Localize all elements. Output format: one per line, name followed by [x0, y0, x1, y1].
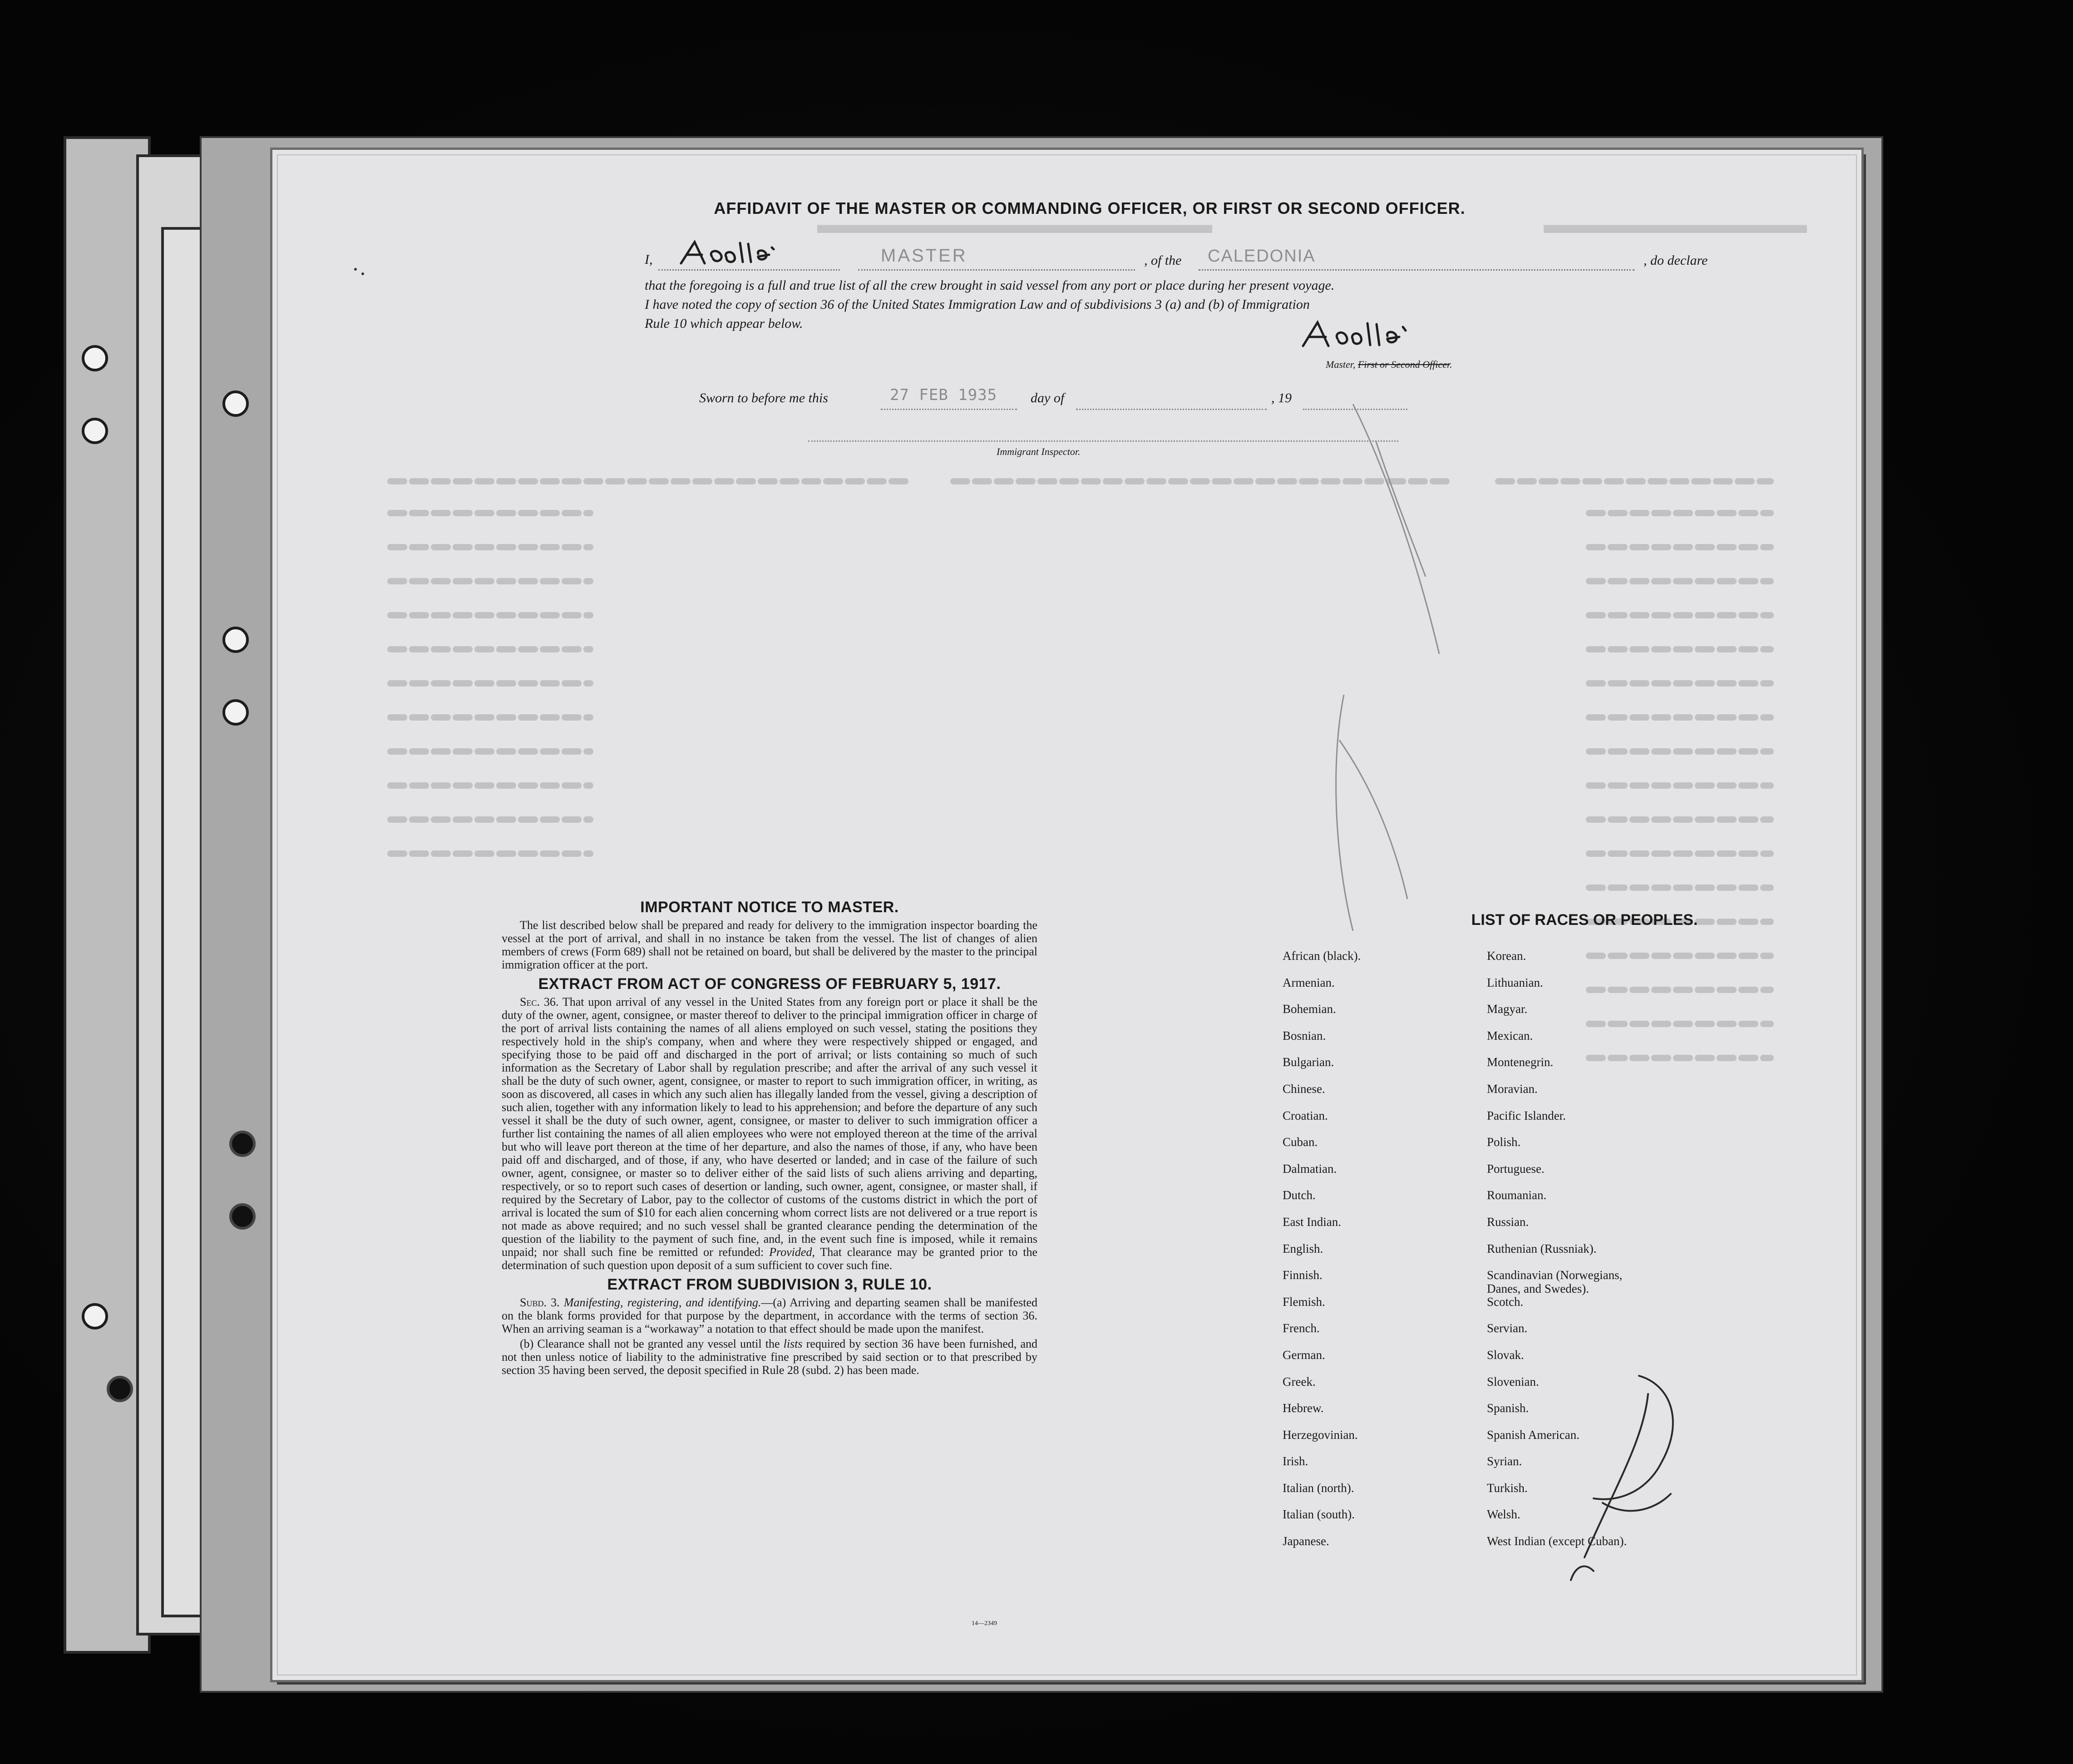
section-label: Sec. 36. [520, 995, 559, 1008]
binder-hole [222, 699, 249, 726]
race-item: Lithuanian. [1487, 975, 1543, 989]
race-item: Roumanian. [1487, 1188, 1547, 1202]
binder-hole [222, 390, 249, 417]
date-underline [881, 409, 1017, 410]
notice-title: IMPORTANT NOTICE TO MASTER. [640, 899, 899, 916]
race-item: Bohemian. [1283, 1002, 1336, 1016]
affidavit-page [272, 150, 1861, 1680]
affidavit-title: AFFIDAVIT OF THE MASTER OR COMMANDING OFFICER, OR FIRST OR SECOND OFFICER. [714, 199, 1466, 217]
inspector-caption: Immigrant Inspector. [997, 446, 1081, 457]
declaration-text-line: that the foregoing is a full and true list of all the crew brought in said vessel from any port or place during her present voyage. [645, 278, 1335, 293]
master-signature [1298, 318, 1435, 356]
race-item: Portuguese. [1487, 1161, 1545, 1176]
race-item: Spanish American. [1487, 1428, 1579, 1442]
race-item: Turkish. [1487, 1481, 1528, 1495]
race-item: Montenegrin. [1487, 1055, 1554, 1069]
race-item: Hebrew. [1283, 1401, 1324, 1415]
binder-hole [229, 1131, 256, 1157]
race-item: German. [1283, 1348, 1325, 1362]
binder-hole [82, 345, 108, 371]
race-item: Chinese. [1283, 1082, 1325, 1096]
race-item: Polish. [1487, 1135, 1521, 1149]
act-provided: Provided, [769, 1245, 815, 1259]
race-item: West Indian (except Cuban). [1487, 1534, 1627, 1548]
binder-hole [107, 1376, 133, 1402]
subdivision-a-paragraph [502, 1296, 1037, 1335]
sworn-line [699, 386, 1562, 413]
ink-mark [361, 272, 364, 275]
subdivision-a-text: —(a) Arriving and departing seamen shall be manifested on the blank forms provided for that purpose by the department, in accordance with the terms of section 36. When an arriving seaman is a “workaway” a notation to that effect should be made upon the manifest. [502, 1296, 1037, 1335]
act-text: That upon arrival of any vessel in the United States from any foreign port or place it shall be the duty of the owner, agent, consignee, or master thereof to deliver to the principal immigration officer in charge of the port of arrival lists containing the names of all aliens employed on such vessel, stating the positions they respectively hold in the ship's company, when and where they were respectively shipped or engaged, and specifying those to be paid off and discharged in the port of arrival; or lists containing so much of such information as the Secretary of Labor shall by regulation prescribe; and after the arrival of any such vessel it shall be the duty of such owner, agent, consignee, or master to report to such immigration officer, in writing, as soon as discovered, all cases in which any such alien has illegally landed from the vessel, giving a description of such alien, together with any information likely to lead to his apprehension; and before the departure of any such vessel it shall be the duty of such owner, agent, consignee, or master to deliver to such immigration officer a further list containing the names of all alien employees who were not employed thereon at the time of the arrival but who will leave port thereon at the time of her departure, and also the names of those, if any, who have been paid off and discharged, and of those, if any, who have deserted or landed; and in case of the failure of such owner, agent, consignee, or master so to deliver either of the said lists of such aliens arriving and departing, respectively, or so to report such cases of desertion or landing, such owner, agent, consignee, or master shall, if required by the Secretary of Labor, pay to the collector of customs of the customs district in which the port of arrival is located the sum of $10 for each alien concerning whom correct lists are not delivered or a true report is not made as above required; and no such vessel shall be granted clearance pending the determination of the question of the liability to the payment of such fine, and, in the event such fine is imposed, while it remains unpaid; nor shall such fine be remitted or refunded: [502, 995, 1038, 1259]
race-item: Dutch. [1283, 1188, 1316, 1202]
race-item: French. [1283, 1321, 1320, 1335]
notice-column [502, 899, 1037, 1379]
subdivision-b-text-1: (b) Clearance shall not be granted any vessel until the [520, 1337, 780, 1350]
race-item: Irish. [1283, 1454, 1308, 1468]
race-item: Scotch. [1487, 1295, 1524, 1309]
subdivision-heading: Manifesting, registering, and identifying. [563, 1296, 761, 1309]
race-item: Syrian. [1487, 1454, 1522, 1468]
race-item: Slovenian. [1487, 1374, 1539, 1388]
race-item: Pacific Islander. [1487, 1108, 1566, 1122]
sworn-label: Sworn to before me this [699, 390, 828, 405]
notice-paragraph: The list described below shall be prepared and ready for delivery to the immigration inspector boarding the vessel at the port of arrival, and shall in no instance be taken from the vessel. The list of changes of alien members of crews (Form 689) shall not be retained on board, but shall be delivered by the master to the principal immigration officer at the port. [502, 919, 1037, 971]
form-number: 14—2349 [972, 1620, 997, 1627]
handwritten-signature [1298, 318, 1435, 354]
race-item: Scandinavian (Norwegians, Danes, and Swedes). [1487, 1268, 1623, 1296]
binder-hole [82, 418, 108, 444]
of-the-label: , of the [1144, 253, 1182, 268]
subdivision-b-text-2: required by section 36 have been furnished, and not then unless notice of liability to the administrative fine prescribed by said section or to that prescribed by section 35 having been served, the deposit specified in Rule 28 (subd. 2) has been made. [502, 1337, 1038, 1377]
rank-underline [858, 269, 1135, 271]
month-underline [1076, 409, 1267, 410]
race-item: English. [1283, 1241, 1323, 1255]
race-item: Armenian. [1283, 975, 1335, 989]
binder-hole [82, 1303, 108, 1329]
binder-hole [222, 627, 249, 653]
race-item: Ruthenian (Russniak). [1487, 1241, 1597, 1255]
year-prefix: , 19 [1271, 390, 1292, 405]
year-underline [1303, 409, 1407, 410]
date-stamp: 27 FEB 1935 [890, 386, 997, 404]
race-item: Bulgarian. [1283, 1055, 1334, 1069]
declaration-line [645, 243, 1825, 275]
races-title: LIST OF RACES OR PEOPLES. [1471, 911, 1698, 929]
i-label: I, [645, 252, 653, 267]
caption-master: Master, [1326, 359, 1358, 370]
caption-struck-officer: First or Second Officer [1357, 359, 1450, 370]
subdivision-b-paragraph [502, 1337, 1037, 1377]
race-item: Italian (south). [1283, 1507, 1355, 1522]
race-item: Herzegovinian. [1283, 1428, 1358, 1442]
race-item: Bosnian. [1283, 1028, 1326, 1043]
do-declare-label: , do declare [1644, 253, 1708, 268]
race-item: Flemish. [1283, 1295, 1325, 1309]
race-item: Finnish. [1283, 1268, 1323, 1282]
vessel-underline [1199, 269, 1634, 271]
act-paragraph [502, 995, 1037, 1272]
race-item: Dalmatian. [1283, 1161, 1337, 1176]
master-caption [1326, 359, 1452, 371]
bleed-through-header: ▬▬▬▬▬▬▬▬▬▬▬▬▬▬▬ [817, 209, 1212, 239]
rank-field: MASTER [881, 246, 967, 266]
subdivision-label: Subd. 3. [520, 1296, 560, 1309]
inspector-signature-line [808, 440, 1398, 442]
race-item: Mexican. [1487, 1028, 1533, 1043]
race-item: Greek. [1283, 1374, 1316, 1388]
binder-hole [229, 1203, 256, 1230]
day-of-label: day of [1031, 390, 1065, 405]
race-item: Italian (north). [1283, 1481, 1354, 1495]
bleed-through-header: ▬▬▬▬▬▬▬▬▬▬ [1544, 209, 1807, 239]
race-item: Croatian. [1283, 1108, 1328, 1122]
vessel-name-field: CALEDONIA [1208, 247, 1316, 266]
caption-period: . [1450, 359, 1452, 370]
race-item: Welsh. [1487, 1507, 1520, 1522]
pen-scribble [1535, 1367, 1789, 1621]
declarant-signature-field [658, 238, 840, 271]
subdivision-title: EXTRACT FROM SUBDIVISION 3, RULE 10. [607, 1276, 932, 1293]
race-item: Spanish. [1487, 1401, 1529, 1415]
race-item: Servian. [1487, 1321, 1528, 1335]
race-item: Slovak. [1487, 1348, 1524, 1362]
race-item: Russian. [1487, 1215, 1529, 1229]
race-item: African (black). [1283, 949, 1361, 963]
declaration-text-line: Rule 10 which appear below. [645, 316, 803, 331]
ink-mark [354, 268, 357, 271]
race-item: Korean. [1487, 949, 1526, 963]
races-column-a [1283, 949, 1500, 1561]
race-item: Cuban. [1283, 1135, 1318, 1149]
subdivision-b-lists: lists [783, 1337, 803, 1350]
race-item: Moravian. [1487, 1082, 1538, 1096]
handwritten-signature [676, 238, 813, 270]
race-item: Magyar. [1487, 1002, 1528, 1016]
declaration-text-line: I have noted the copy of section 36 of the United States Immigration Law and of subdivisions 3 (a) and (b) of Immigration [645, 297, 1310, 312]
act-text-end: That clearance may be granted prior to the determination of such question upon deposit of a sum sufficient to cover such fine. [502, 1245, 1037, 1272]
act-title: EXTRACT FROM ACT OF CONGRESS OF FEBRUARY 5, 1917. [538, 975, 1001, 993]
race-item: East Indian. [1283, 1215, 1341, 1229]
race-item: Japanese. [1283, 1534, 1329, 1548]
